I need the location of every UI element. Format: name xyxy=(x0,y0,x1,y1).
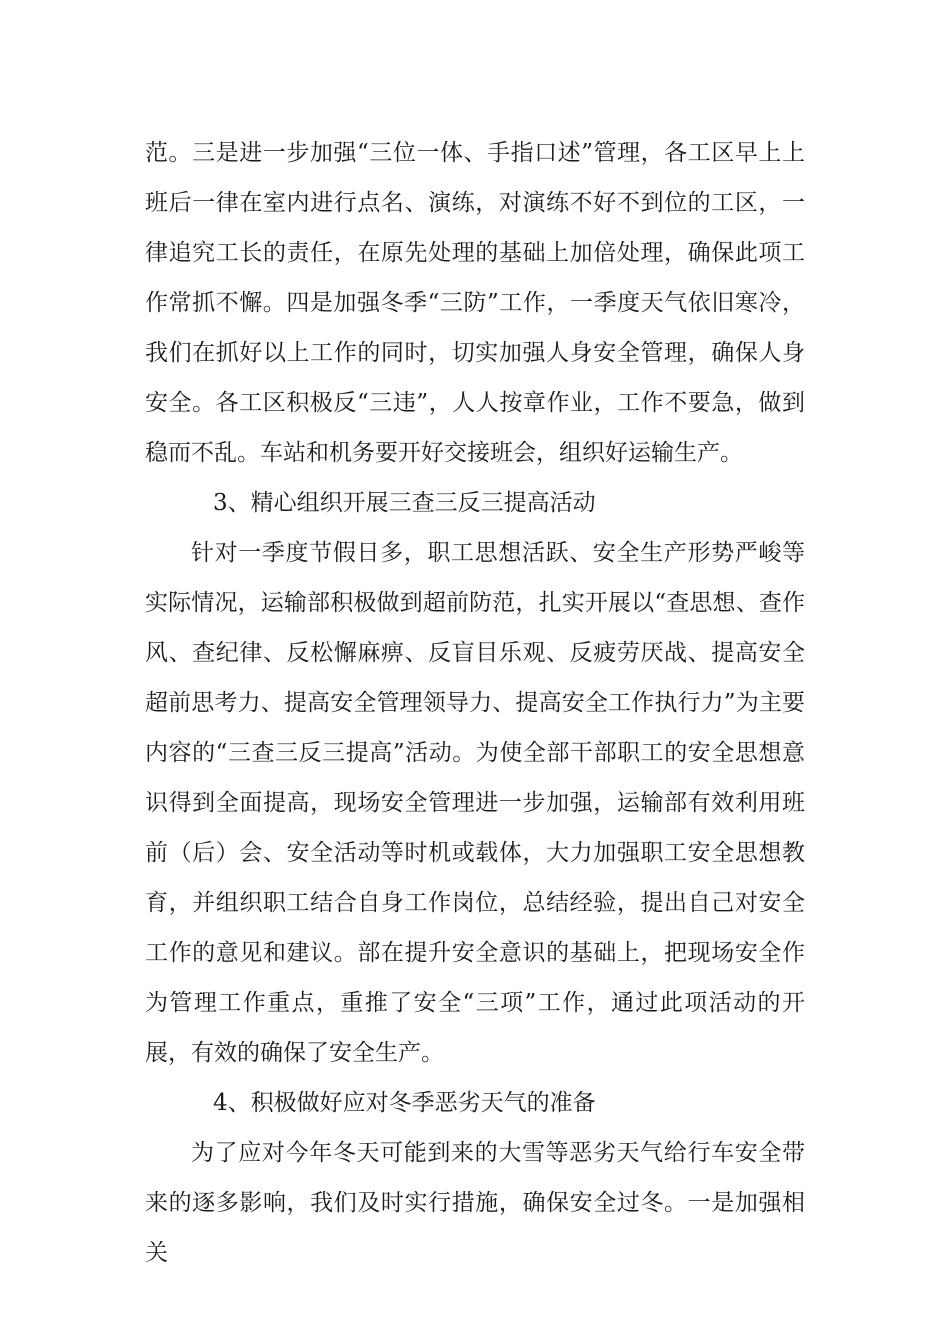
section-heading-4: 4、积极做好应对冬季恶劣天气的准备 xyxy=(213,1090,596,1116)
paragraph-continuation: 范。三是进一步加强“三位一体、手指口述”管理，各工区早上上班后一律在室内进行点名、演练，对演练不好不到位的工区，一律追究工长的责任，在原先处理的基础上加倍处理，确保此项工作常抓不懈。四是加强冬季“三防”工作，一季度天气依旧寒冷，我们在抓好以上工作的同时，切实加强人身安全管理，确保人身安全。各工区积极反“三违”，人人按章作业，工作不要急，做到稳而不乱。车站和机务要开好交接班会，组织好运输生产。 xyxy=(145,140,805,466)
section-heading-3: 3、精心组织开展三查三反三提高活动 xyxy=(213,490,596,516)
paragraph-section-3: 针对一季度节假日多，职工思想活跃、安全生产形势严峻等实际情况，运输部积极做到超前防范，扎实开展以“查思想、查作风、查纪律、反松懈麻痹、反盲目乐观、反疲劳厌战、提高安全超前思考力、提高安全管理领导力、提高安全工作执行力”为主要内容的“三查三反三提高”活动。为使全部干部职工的安全思想意识得到全面提高，现场安全管理进一步加强，运输部有效利用班前（后）会、安全活动等时机或载体，大力加强职工安全思想教育，并组织职工结合自身工作岗位，总结经验，提出自己对安全工作的意见和建议。部在提升安全意识的基础上，把现场安全作为管理工作重点，重推了安全“三项”工作，通过此项活动的开展，有效的确保了安全生产。 xyxy=(145,540,805,1066)
document-page xyxy=(145,128,805,1278)
paragraph-section-4: 为了应对今年冬天可能到来的大雪等恶劣天气给行车安全带来的逐多影响，我们及时实行措施，确保安全过冬。一是加强相关 xyxy=(145,1140,805,1266)
